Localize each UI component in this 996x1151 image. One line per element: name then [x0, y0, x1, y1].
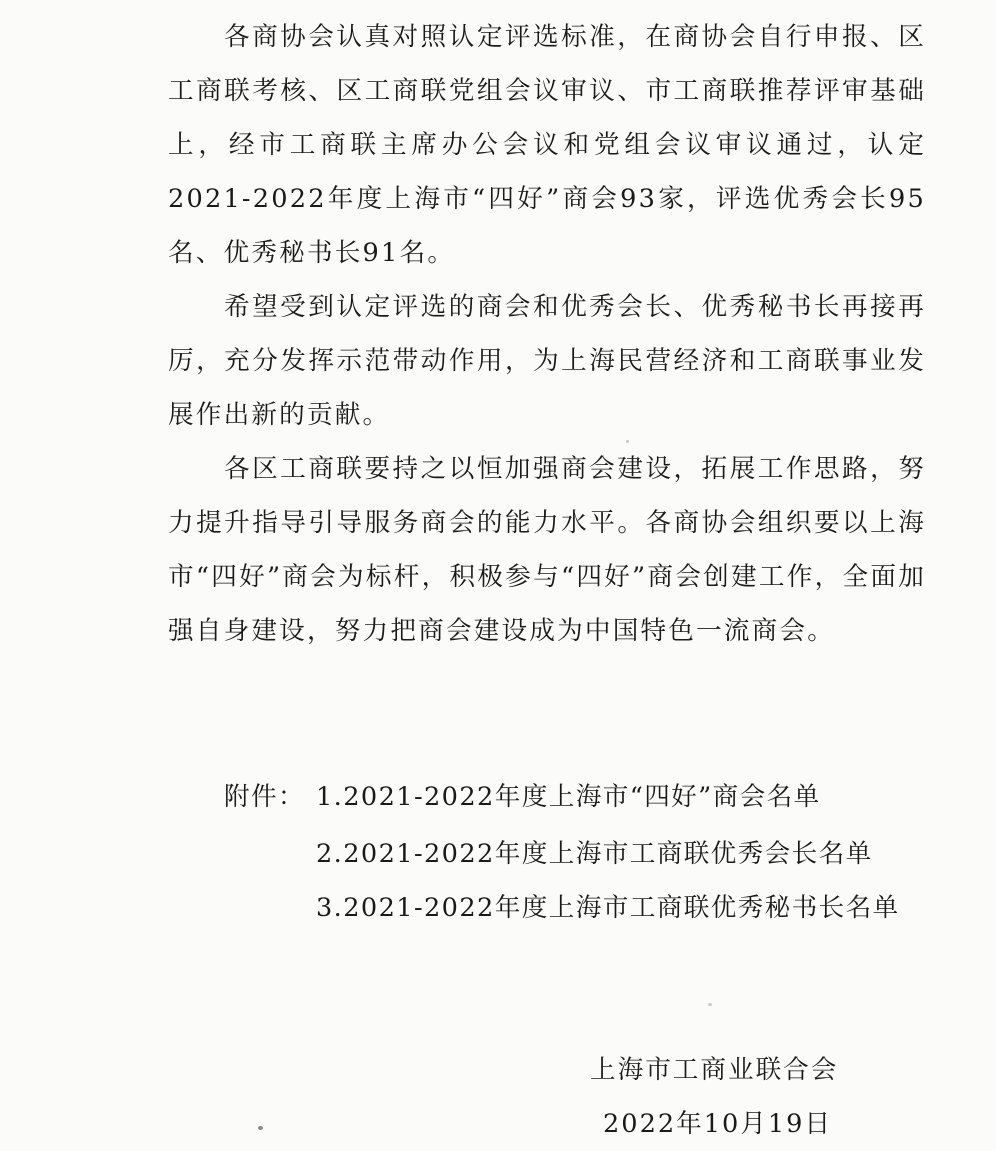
- body-paragraph-3: 各区工商联要持之以恒加强商会建设，拓展工作思路，努力提升指导引导服务商会的能力水平。各商协会组织要以上海市“四好”商会为标杆，积极参与“四好”商会创建工作，全面加强自身建设，努力把商会建设成为中国特色一流商会。: [168, 454, 926, 646]
- scan-speck: [626, 440, 629, 443]
- issue-date: 2022年10月19日: [603, 1109, 833, 1139]
- attachment-item-3: 3.2021-2022年度上海市工商联优秀秘书长名单: [316, 893, 900, 923]
- scan-speck: [708, 1003, 712, 1006]
- attachments-label: 附件：: [224, 782, 305, 812]
- scan-speck: [258, 1126, 263, 1130]
- issuer-name: 上海市工商业联合会: [590, 1055, 839, 1085]
- attachment-item-2: 2.2021-2022年度上海市工商联优秀会长名单: [316, 839, 873, 869]
- body-paragraph-2: 希望受到认定评选的商会和优秀会长、优秀秘书长再接再厉，充分发挥示范带动作用，为上海民营经济和工商联事业发展作出新的贡献。: [168, 292, 926, 430]
- body-paragraph-1: 各商协会认真对照认定评选标准，在商协会自行申报、区工商联考核、区工商联党组会议审议、市工商联推荐评审基础上，经市工商联主席办公会议和党组会议审议通过，认定2021-2022年度上海市“四好”商会93家，评选优秀会长95名、优秀秘书长91名。: [168, 22, 926, 268]
- attachment-item-1: 1.2021-2022年度上海市“四好”商会名单: [316, 782, 821, 812]
